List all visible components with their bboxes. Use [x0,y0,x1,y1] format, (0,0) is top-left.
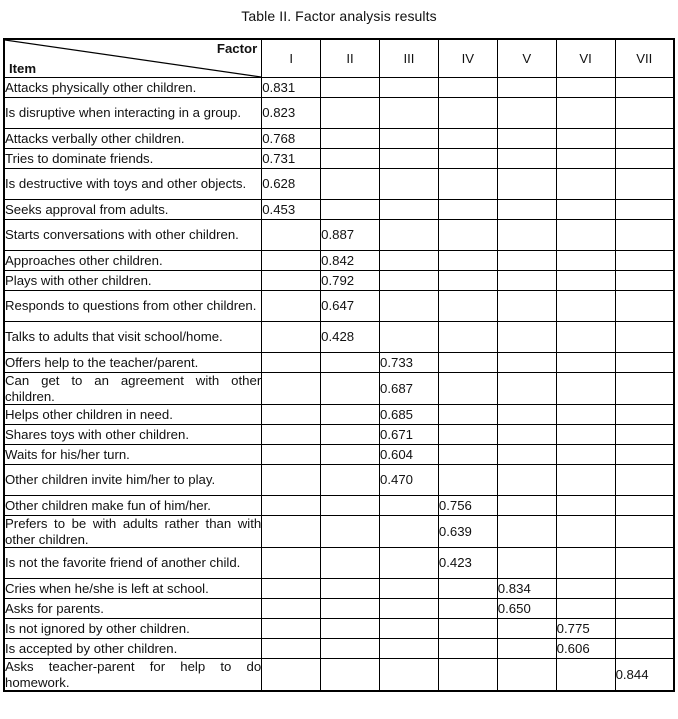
factor-loading-cell [262,639,321,659]
factor-loading-cell: 0.831 [262,78,321,98]
factor-loading-cell [615,200,674,220]
factor-loading-cell [380,220,439,251]
factor-loading-cell [615,496,674,516]
factor-loading-cell [556,129,615,149]
factor-loading-cell [497,200,556,220]
factor-loading-cell [438,271,497,291]
factor-loading-cell [380,129,439,149]
factor-loading-cell [380,271,439,291]
item-label-cell: Asks teacher-parent for help to do homework. [5,659,262,690]
factor-loading-cell: 0.775 [556,619,615,639]
factor-loading-cell [556,169,615,200]
factor-loading-cell: 0.844 [615,659,674,692]
item-label-cell: Plays with other children. [4,271,262,291]
factor-loading-cell [497,271,556,291]
factor-loading-cell [556,353,615,373]
factor-loading-cell: 0.606 [556,639,615,659]
factor-loading-cell [615,251,674,271]
factor-loading-cell [556,579,615,599]
factor-loading-cell [615,425,674,445]
factor-loading-cell [321,639,380,659]
table-row [4,659,674,692]
factor-loading-cell [438,373,497,405]
item-label-cell: Helps other children in need. [4,405,262,425]
factor-loading-cell [438,445,497,465]
factor-loading-cell [321,548,380,579]
table-row [4,251,674,271]
table-row [4,200,674,220]
row-group-header-label: Item [9,61,37,76]
factor-loading-cell [497,251,556,271]
factor-loading-cell: 0.650 [497,599,556,619]
factor-loading-cell: 0.756 [438,496,497,516]
item-label-cell: Prefers to be with adults rather than with other children. [5,516,262,547]
factor-loading-cell [615,78,674,98]
factor-loading-cell [321,496,380,516]
factor-loading-cell [615,98,674,129]
factor-loading-cell [556,516,615,548]
factor-loading-cell [380,579,439,599]
table-row [4,465,674,496]
factor-loading-cell [556,322,615,353]
factor-loading-cell [262,445,321,465]
factor-loading-cell [262,251,321,271]
factor-loading-cell [262,599,321,619]
factor-loading-cell [556,599,615,619]
table-row [4,220,674,251]
factor-loading-cell [556,98,615,129]
table-head [4,39,674,78]
column-header-factor-4: IV [438,39,497,78]
factor-loading-cell [497,516,556,548]
factor-loading-cell [497,639,556,659]
factor-analysis-table [3,38,675,692]
table-row [4,516,674,548]
factor-loading-cell [497,548,556,579]
factor-loading-cell [615,291,674,322]
factor-loading-cell: 0.428 [321,322,380,353]
factor-loading-cell: 0.628 [262,169,321,200]
factor-loading-cell [380,496,439,516]
factor-loading-cell [438,353,497,373]
table-row [4,619,674,639]
factor-loading-cell [438,405,497,425]
item-label-cell: Seeks approval from adults. [4,200,262,220]
factor-loading-cell: 0.823 [262,98,321,129]
factor-loading-cell [615,169,674,200]
factor-loading-cell: 0.834 [497,579,556,599]
factor-loading-cell [438,169,497,200]
factor-loading-cell [556,200,615,220]
item-label-cell: Shares toys with other children. [4,425,262,445]
table-row [4,425,674,445]
factor-loading-cell [321,405,380,425]
factor-loading-cell [556,445,615,465]
factor-loading-cell [438,291,497,322]
factor-loading-cell [321,98,380,129]
factor-loading-cell [321,425,380,445]
table-row [4,548,674,579]
factor-loading-cell [438,251,497,271]
factor-loading-cell [497,322,556,353]
factor-loading-cell: 0.423 [438,548,497,579]
factor-loading-cell [262,425,321,445]
factor-loading-cell [262,220,321,251]
factor-loading-cell [262,579,321,599]
factor-loading-cell [497,373,556,405]
column-header-factor-7: VII [615,39,674,78]
corner-header-cell [4,39,262,78]
column-header-factor-6: VI [556,39,615,78]
item-label-cell: Is not ignored by other children. [4,619,262,639]
factor-loading-cell [380,291,439,322]
factor-loading-cell [615,322,674,353]
item-label-cell: Can get to an agreement with other children. [5,373,262,404]
factor-loading-cell [380,149,439,169]
factor-loading-cell [380,639,439,659]
factor-loading-cell [262,619,321,639]
item-label-cell: Talks to adults that visit school/home. [4,322,262,353]
factor-loading-cell [262,465,321,496]
factor-loading-cell [497,405,556,425]
column-group-header-label: Factor [216,41,258,56]
item-label-cell: Attacks verbally other children. [4,129,262,149]
table-row [4,405,674,425]
factor-loading-cell [321,659,380,692]
table-row [4,169,674,200]
factor-loading-cell [321,516,380,548]
factor-loading-cell [438,220,497,251]
factor-loading-cell [497,659,556,692]
factor-loading-cell [497,149,556,169]
item-label-cell: Is accepted by other children. [4,639,262,659]
factor-loading-cell [321,169,380,200]
factor-analysis-table-container [3,38,675,692]
factor-loading-cell [615,639,674,659]
factor-loading-cell: 0.887 [321,220,380,251]
factor-loading-cell [262,516,321,548]
factor-loading-cell [438,322,497,353]
factor-loading-cell: 0.687 [380,373,439,405]
factor-loading-cell: 0.768 [262,129,321,149]
factor-loading-cell [438,78,497,98]
factor-loading-cell [497,169,556,200]
factor-loading-cell [556,465,615,496]
table-row [4,78,674,98]
factor-loading-cell [615,353,674,373]
factor-loading-cell [556,271,615,291]
factor-loading-cell [438,659,497,692]
factor-loading-cell [497,619,556,639]
factor-loading-cell [438,149,497,169]
item-label-cell: Tries to dominate friends. [4,149,262,169]
item-label-cell: Waits for his/her turn. [4,445,262,465]
factor-loading-cell [262,373,321,405]
factor-loading-cell [497,496,556,516]
item-label-cell: Is destructive with toys and other objects. [4,169,262,200]
item-label-cell: Asks for parents. [4,599,262,619]
factor-loading-cell [497,220,556,251]
factor-loading-cell [438,619,497,639]
factor-loading-cell [321,129,380,149]
table-row [4,353,674,373]
header-row [4,39,674,78]
factor-loading-cell [615,373,674,405]
factor-loading-cell: 0.671 [380,425,439,445]
factor-loading-cell [438,98,497,129]
factor-loading-cell [380,322,439,353]
factor-loading-cell [438,425,497,445]
factor-loading-cell [262,353,321,373]
factor-loading-cell [615,516,674,548]
factor-loading-cell [615,619,674,639]
item-label-cell: Is disruptive when interacting in a group. [4,98,262,129]
factor-loading-cell [556,425,615,445]
factor-loading-cell [262,496,321,516]
factor-loading-cell [438,639,497,659]
factor-loading-cell [262,271,321,291]
factor-loading-cell: 0.647 [321,291,380,322]
table-caption: Table II. Factor analysis results [241,8,437,24]
factor-loading-cell: 0.639 [438,516,497,548]
factor-loading-cell [556,149,615,169]
factor-loading-cell: 0.685 [380,405,439,425]
factor-loading-cell [321,200,380,220]
factor-loading-cell: 0.470 [380,465,439,496]
factor-loading-cell [497,425,556,445]
factor-loading-cell: 0.453 [262,200,321,220]
factor-loading-cell [615,445,674,465]
factor-loading-cell [615,149,674,169]
item-label-cell: Attacks physically other children. [4,78,262,98]
factor-loading-cell [497,78,556,98]
factor-loading-cell [438,579,497,599]
column-header-factor-3: III [380,39,439,78]
factor-loading-cell: 0.842 [321,251,380,271]
item-label-cell: Offers help to the teacher/parent. [4,353,262,373]
factor-loading-cell [321,445,380,465]
item-label-cell: Other children make fun of him/her. [4,496,262,516]
factor-loading-cell [262,548,321,579]
table-row [4,373,674,405]
column-header-factor-5: V [497,39,556,78]
factor-loading-cell [438,129,497,149]
factor-loading-cell [321,373,380,405]
table-row [4,322,674,353]
factor-loading-cell [321,465,380,496]
factor-loading-cell [438,599,497,619]
factor-loading-cell [321,149,380,169]
factor-loading-cell [262,405,321,425]
table-row [4,129,674,149]
factor-loading-cell [380,78,439,98]
factor-loading-cell [615,579,674,599]
item-label-cell: Other children invite him/her to play. [4,465,262,496]
factor-loading-cell [321,579,380,599]
table-row [4,496,674,516]
table-row [4,639,674,659]
table-body [4,78,674,692]
table-row [4,271,674,291]
factor-loading-cell [380,251,439,271]
column-header-factor-2: II [321,39,380,78]
factor-loading-cell [556,496,615,516]
factor-loading-cell [438,465,497,496]
table-row [4,291,674,322]
item-label-cell: Cries when he/she is left at school. [4,579,262,599]
factor-loading-cell [438,200,497,220]
table-row [4,149,674,169]
factor-loading-cell [497,353,556,373]
factor-loading-cell [556,405,615,425]
factor-loading-cell [262,659,321,692]
factor-loading-cell [615,271,674,291]
factor-loading-cell [380,659,439,692]
item-label-cell: Approaches other children. [4,251,262,271]
factor-loading-cell [380,619,439,639]
factor-loading-cell [380,169,439,200]
factor-loading-cell [321,619,380,639]
factor-loading-cell [615,129,674,149]
factor-loading-cell [615,405,674,425]
factor-loading-cell [497,465,556,496]
factor-loading-cell [497,129,556,149]
factor-loading-cell [556,659,615,692]
table-row [4,599,674,619]
factor-loading-cell [556,373,615,405]
factor-loading-cell [262,322,321,353]
factor-loading-cell [262,291,321,322]
factor-loading-cell [556,291,615,322]
table-row [4,445,674,465]
factor-loading-cell: 0.731 [262,149,321,169]
factor-loading-cell [615,220,674,251]
item-label-cell: Starts conversations with other children. [4,220,262,251]
factor-loading-cell [556,251,615,271]
factor-loading-cell [380,599,439,619]
factor-loading-cell [556,548,615,579]
factor-loading-cell: 0.733 [380,353,439,373]
factor-loading-cell [321,599,380,619]
factor-loading-cell [380,98,439,129]
column-header-factor-1: I [262,39,321,78]
factor-loading-cell [497,445,556,465]
factor-loading-cell [321,78,380,98]
factor-loading-cell [321,353,380,373]
factor-loading-cell [380,516,439,548]
factor-loading-cell [556,78,615,98]
factor-loading-cell [497,98,556,129]
factor-loading-cell [615,599,674,619]
factor-loading-cell [380,548,439,579]
table-row [4,98,674,129]
factor-loading-cell [380,200,439,220]
factor-loading-cell [497,291,556,322]
factor-loading-cell [615,548,674,579]
factor-loading-cell: 0.604 [380,445,439,465]
table-row [4,579,674,599]
factor-loading-cell [615,465,674,496]
factor-loading-cell: 0.792 [321,271,380,291]
item-label-cell: Responds to questions from other children. [4,291,262,322]
item-label-cell: Is not the favorite friend of another child. [4,548,262,579]
factor-loading-cell [556,220,615,251]
